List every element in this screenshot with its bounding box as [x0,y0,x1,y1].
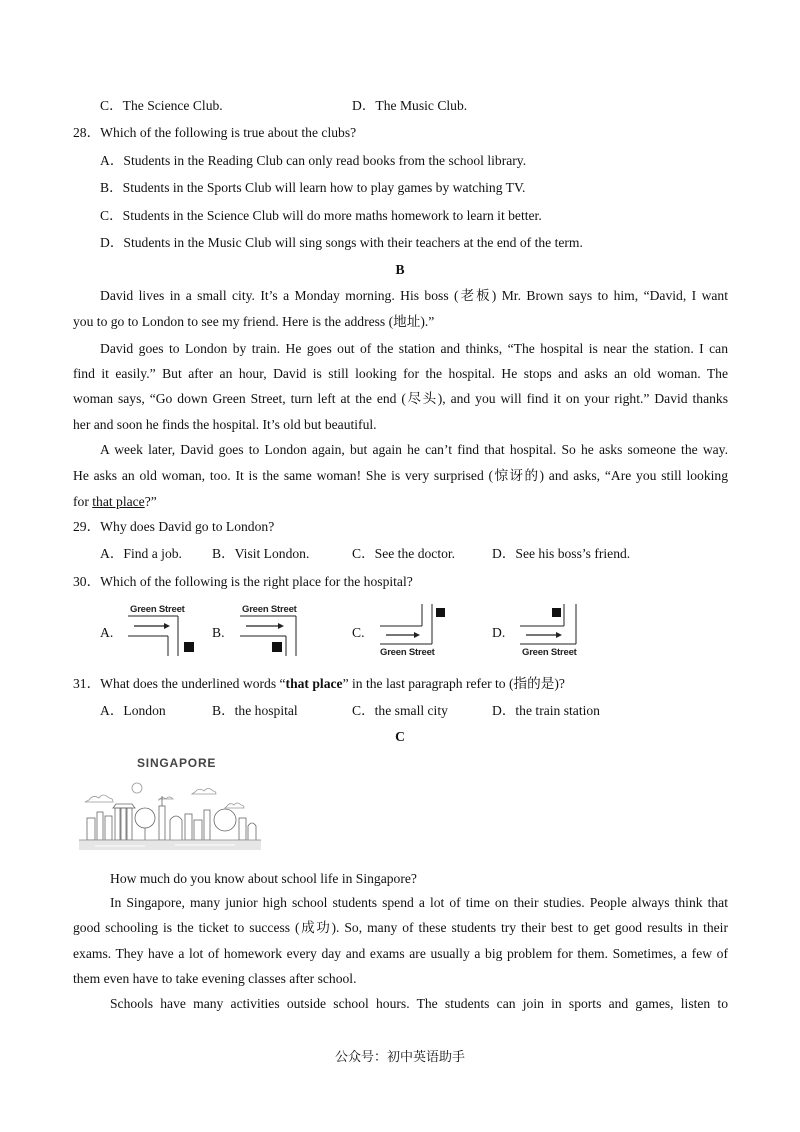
q29-option-d: D．See his boss’s friend. [492,546,631,561]
q30-option-a: A. [100,625,114,640]
q29-option-c: C．See the doctor. [352,546,456,561]
section-b-p2-line3: woman says, “Go down Green Street, turn left at the end (尽头), and you will find it on your right.” David thanks [73,391,728,406]
q31-stem: 31．What does the underlined words “that place” in the last paragraph refer to (指的是)? [73,676,565,691]
section-b-p3-line1: A week later, David goes to London again, but again he can’t find that hospital. So he asks someone the way. [100,442,728,457]
q27-option-c: C．The Science Club. [100,98,223,113]
singapore-title: SINGAPORE [137,756,217,770]
bold-that-place: that place [285,676,343,691]
q30-option-c: C. [352,625,365,640]
q29-stem: 29．Why does David go to London? [73,519,275,534]
section-b-p2-line4: her and soon he finds the hospital. It’s old but beautiful. [73,417,377,432]
q29-option-b: B．Visit London. [212,546,310,561]
q29-option-a: A．Find a job. [100,546,182,561]
green-street-label: Green Street [130,604,185,615]
q31-option-b: B．the hospital [212,703,298,718]
underlined-that-place: that place [92,494,145,509]
q28-option-b: B．Students in the Sports Club will learn how to play games by watching TV. [100,180,526,195]
section-b-p3-line3: for that place?” [73,494,157,509]
q28-option-d: D．Students in the Music Club will sing songs with their teachers at the end of the term. [100,235,583,250]
singapore-skyline-illustration [75,748,265,858]
section-b-p3-line2: He asks an old woman, too. It is the same woman! She is very surprised (惊讶的) and asks, “Are you still looking [73,468,728,483]
map-option-d [516,602,586,658]
section-c-label: C [395,729,405,744]
q31-option-c: C．the small city [352,703,448,718]
q30-stem: 30．Which of the following is the right place for the hospital? [73,574,413,589]
q30-option-b: B. [212,625,225,640]
section-c-p1-line1: In Singapore, many junior high school students spend a lot of time on their studies. People always think that [110,895,728,910]
section-c-p1-line3: exams. They have a lot of homework every day and exams are usually a big problem for them. Sometimes, a few of [73,946,728,961]
section-b-p1-line1: David lives in a small city. It’s a Monday morning. His boss (老板) Mr. Brown says to him, “David, I want [100,288,728,303]
section-c-p1-line4: them even have to take evening classes after school. [73,971,357,986]
map-option-b [238,602,308,658]
q28-stem: 28．Which of the following is true about the clubs? [73,125,357,140]
map-option-c [376,602,446,658]
section-c-question-intro: How much do you know about school life in Singapore? [110,871,417,886]
section-b-label: B [395,262,405,277]
page-footer: 公众号：初中英语助手 [334,1050,465,1065]
q30-option-d: D. [492,625,506,640]
green-street-label: Green Street [522,647,577,658]
q31-option-d: D．the train station [492,703,600,718]
section-c-p2-line1: Schools have many activities outside school hours. The students can join in sports and games, listen to [110,996,728,1011]
q27-option-d: D．The Music Club. [352,98,468,113]
section-b-p2-line1: David goes to London by train. He goes out of the station and thinks, “The hospital is near the station. I can [100,341,728,356]
green-street-label: Green Street [242,604,297,615]
green-street-label: Green Street [380,647,435,658]
q31-option-a: A．London [100,703,166,718]
section-c-p1-line2: good schooling is the ticket to success (成功). So, many of these students try their best to get good results in their [73,920,728,935]
map-option-a [126,602,196,658]
q28-option-a: A．Students in the Reading Club can only read books from the school library. [100,153,527,168]
section-b-p1-line2: you to go to London to see my friend. Here is the address (地址).” [73,314,435,329]
section-b-p2-line2: find it easily.” But after an hour, David is still looking for the hospital. He stops and asks an old woman. The [73,366,728,381]
q28-option-c: C．Students in the Science Club will do more maths homework to learn it better. [100,208,542,223]
